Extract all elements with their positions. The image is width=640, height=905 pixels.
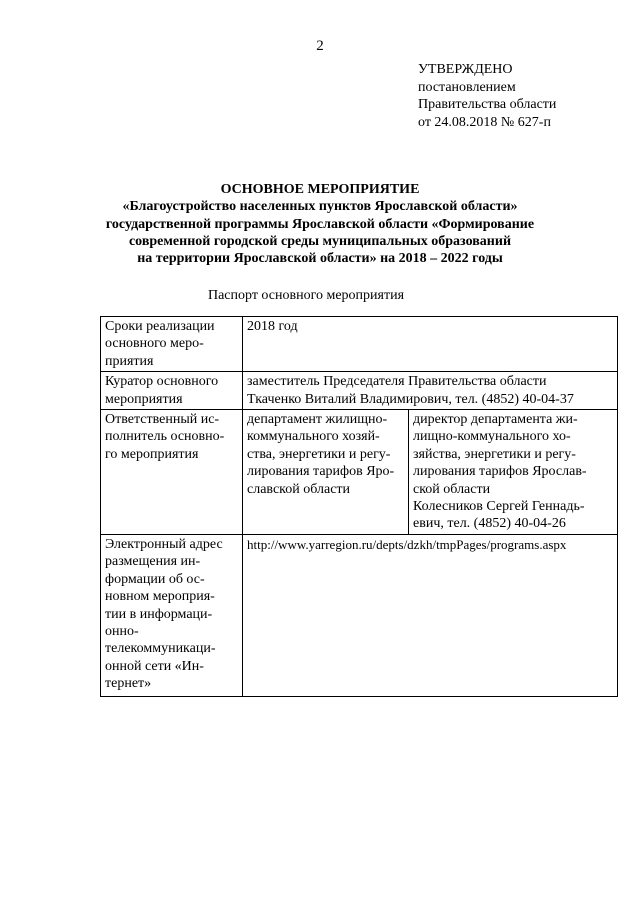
passport-caption: Паспорт основного мероприятия bbox=[207, 288, 405, 303]
title-line: государственной программы Ярославской области «Формирование bbox=[105, 216, 535, 232]
row-value-department: департамент жилищно- коммунального хозяй- ства, энергетики и регу- лирования тарифов Яро- славской области bbox=[243, 410, 409, 535]
row-value-director: директор департамента жи- лищно-коммунального хо- зяйства, энергетики и регу- лирования тарифов Ярослав- ской области Колесников Сергей Геннадь- евич, тел. (4852) 40-04-26 bbox=[409, 410, 618, 535]
title-line: современной городской среды муниципальных образований bbox=[128, 233, 512, 249]
row-value-web-address bbox=[243, 534, 618, 696]
document-title bbox=[0, 181, 640, 267]
program-url-link[interactable]: http://www.yarregion.ru/depts/dzkh/tmpPages/programs.aspx bbox=[247, 536, 567, 552]
passport-table bbox=[100, 316, 618, 697]
title-line: на территории Ярославской области» на 2018 – 2022 годы bbox=[137, 251, 503, 267]
title-line: «Благоустройство населенных пунктов Ярославской области» bbox=[122, 199, 518, 215]
page-number: 2 bbox=[316, 38, 324, 54]
row-label-executor: Ответственный ис- полнитель основно- го мероприятия bbox=[101, 410, 243, 535]
row-label-web-address: Электронный адрес размещения ин- формации об ос- новном мероприя- тии в информаци- онно- телекоммуникаци- онной сети «Ин- тернет» bbox=[101, 534, 243, 696]
row-label-terms: Сроки реализации основного меро- приятия bbox=[101, 317, 243, 372]
table-row bbox=[101, 317, 618, 372]
title-line: ОСНОВНОЕ МЕРОПРИЯТИЕ bbox=[220, 182, 420, 197]
row-value-terms: 2018 год bbox=[243, 317, 618, 372]
table-row bbox=[101, 410, 618, 535]
row-value-curator: заместитель Председателя Правительства области Ткаченко Виталий Владимирович, тел. (4852) 40-04-37 bbox=[243, 372, 618, 410]
table-row bbox=[101, 534, 618, 696]
table-row bbox=[101, 372, 618, 410]
approval-line: постановлением bbox=[418, 79, 516, 95]
approval-stamp bbox=[418, 61, 556, 131]
approval-line: УТВЕРЖДЕНО bbox=[418, 62, 513, 77]
row-label-curator: Куратор основного мероприятия bbox=[101, 372, 243, 410]
approval-line: Правительства области bbox=[418, 97, 557, 112]
approval-line: от 24.08.2018 № 627-п bbox=[418, 114, 551, 130]
